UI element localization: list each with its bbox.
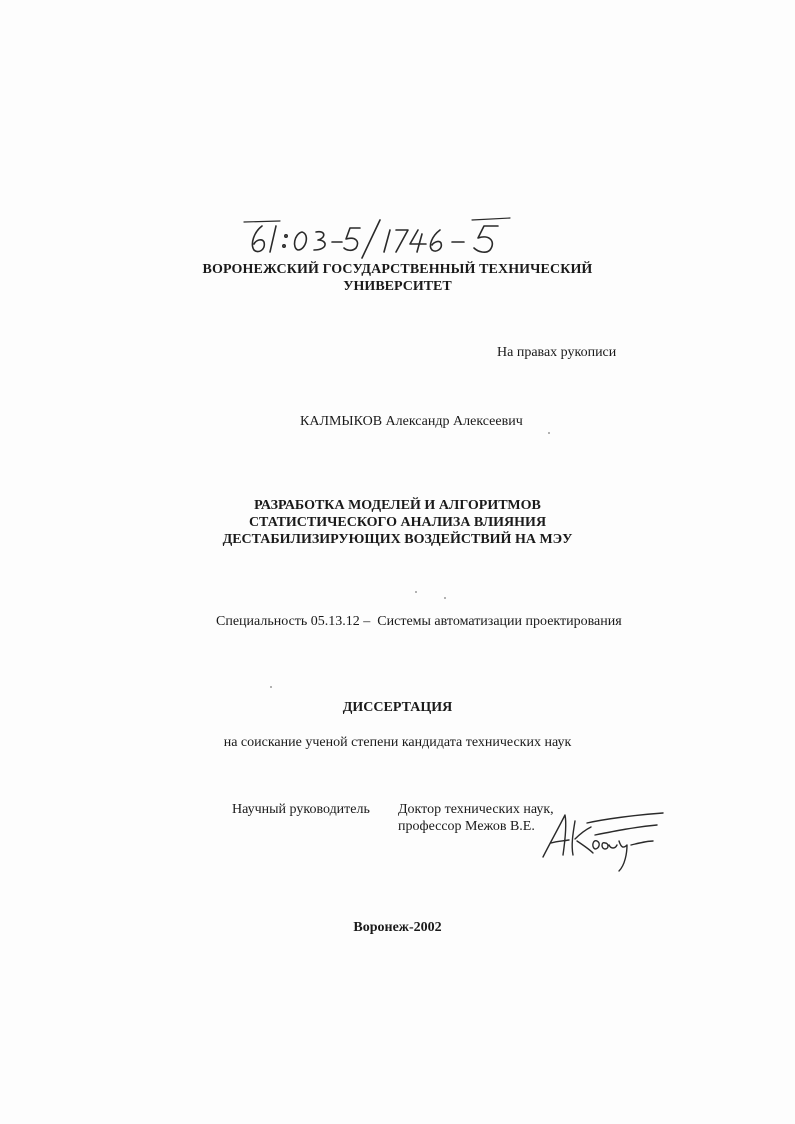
rights-note: На правах рукописи — [497, 345, 617, 360]
supervisor-signature — [535, 805, 675, 875]
university-name-line1: ВОРОНЕЖСКИЙ ГОСУДАРСТВЕННЫЙ ТЕХНИЧЕСКИЙ — [202, 262, 593, 277]
university-name-line2: УНИВЕРСИТЕТ — [343, 279, 452, 294]
scan-speck — [548, 432, 550, 434]
scan-speck — [415, 591, 417, 593]
archive-code-handwritten — [240, 212, 530, 262]
thesis-title-line3: ДЕСТАБИЛИЗИРУЮЩИХ ВОЗДЕЙСТВИЙ НА МЭУ — [222, 532, 573, 547]
supervisor-title: Доктор технических наук, — [398, 802, 554, 817]
scan-speck — [444, 597, 446, 599]
author-name: КАЛМЫКОВ Александр Алексеевич — [300, 414, 523, 429]
scan-speck — [270, 686, 272, 688]
degree-line: на соискание ученой степени кандидата технических наук — [223, 735, 572, 750]
archive-code-strokes — [240, 212, 530, 262]
document-type: ДИССЕРТАЦИЯ — [342, 700, 453, 715]
thesis-title-line2: СТАТИСТИЧЕСКОГО АНАЛИЗА ВЛИЯНИЯ — [248, 515, 547, 530]
specialty-line: Специальность 05.13.12 – Системы автоматизации проектирования — [216, 614, 622, 629]
supervisor-name: профессор Межов В.Е. — [398, 819, 535, 834]
city-year: Воронеж-2002 — [353, 920, 442, 935]
supervisor-label: Научный руководитель — [232, 802, 370, 817]
thesis-title-line1: РАЗРАБОТКА МОДЕЛЕЙ И АЛГОРИТМОВ — [254, 498, 541, 513]
